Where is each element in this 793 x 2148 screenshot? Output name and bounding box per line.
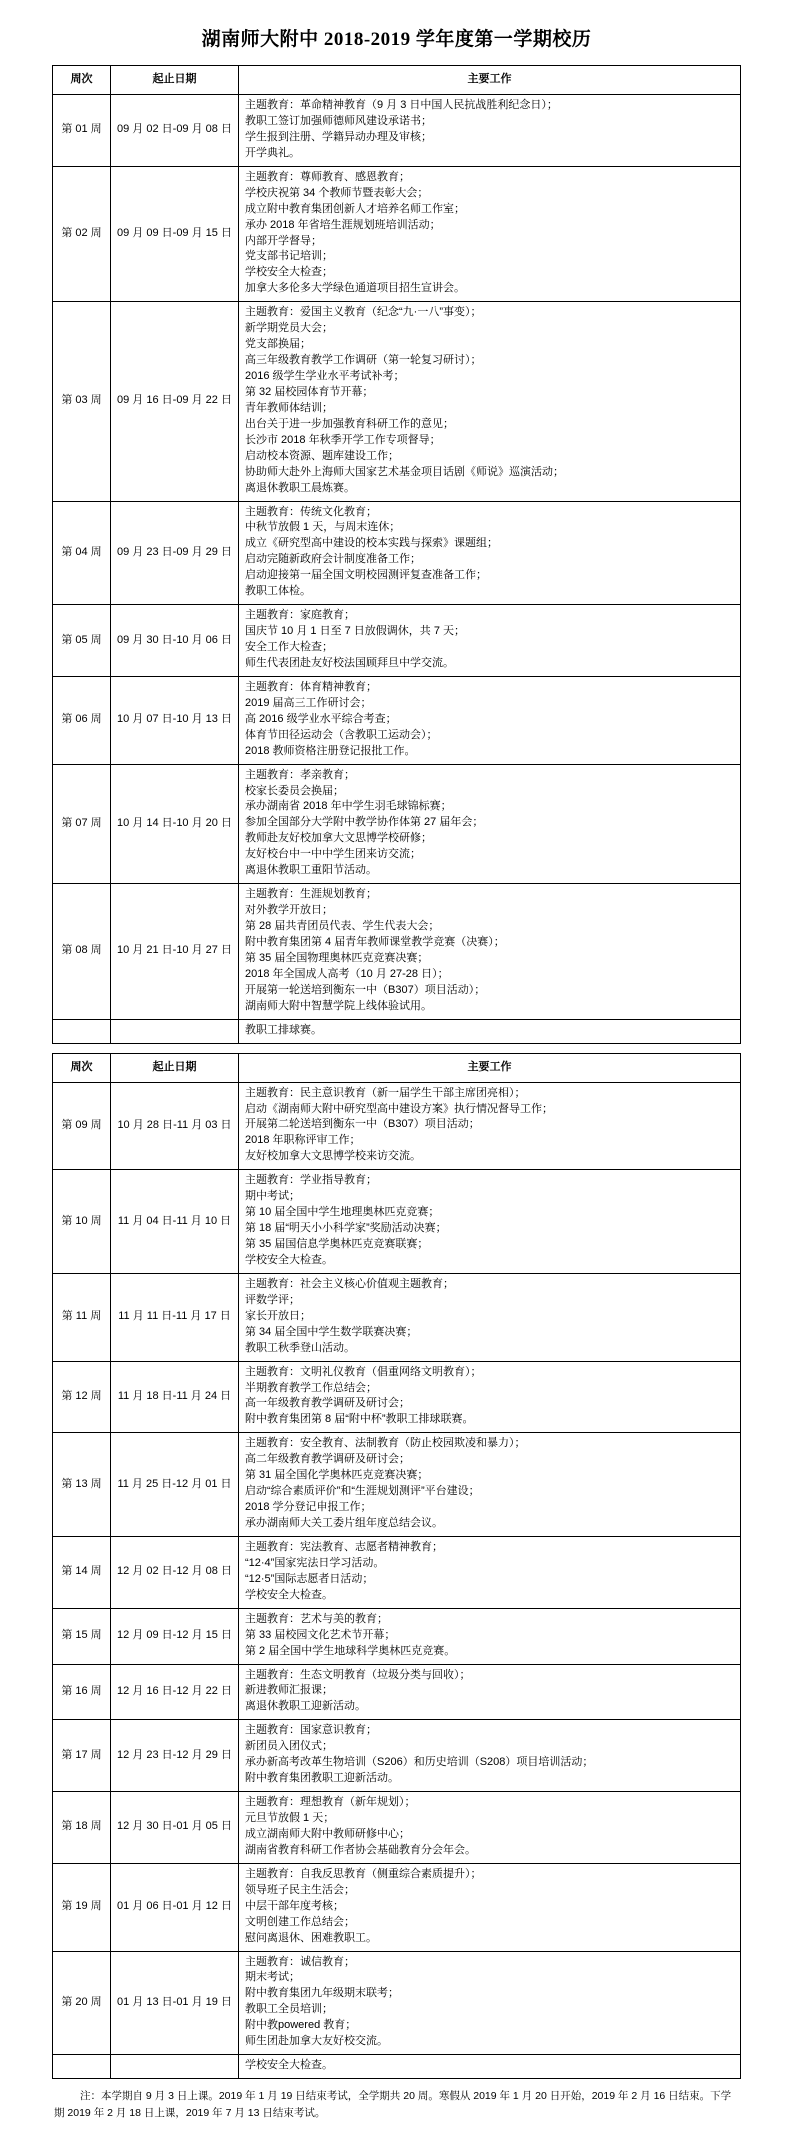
work-line: 主题教育：宪法教育、志愿者精神教育； — [245, 1540, 443, 1553]
work-line: 高二年级教育教学调研及研讨会； — [245, 1453, 410, 1466]
week-cell: 第 16 周 — [53, 1664, 111, 1720]
date-cell: 10 月 07 日-10 月 13 日 — [111, 676, 239, 764]
work-line: 第 28 届共青团员代表、学生代表大会； — [245, 920, 440, 932]
work-line: 启动《湖南师大附中研究型高中建设方案》执行情况督导工作； — [245, 1102, 553, 1115]
work-line: 教职工全员培训； — [245, 2003, 333, 2016]
work-cell — [239, 501, 741, 605]
work-line: 主题教育：文明礼仪教育（倡重网络文明教育）； — [245, 1365, 482, 1378]
work-line: 新团员入团仪式； — [245, 1740, 333, 1753]
work-line: 期末考试； — [245, 1971, 300, 1984]
work-line: 协助师大赴外上海师大国家艺术基金项目话剧《师说》巡演活动； — [245, 465, 564, 478]
date-cell: 09 月 09 日-09 月 15 日 — [111, 166, 239, 302]
work-line: 师生团赴加拿大友好校交流。 — [245, 2035, 388, 2048]
week-cell: 第 01 周 — [53, 95, 111, 167]
work-line: 2019 届高三工作研讨会； — [245, 696, 372, 709]
work-line: 家长开放日； — [245, 1309, 311, 1322]
table-row — [53, 1273, 741, 1361]
table-row — [53, 501, 741, 605]
work-line: 启动校本资源、题库建设工作； — [245, 449, 399, 462]
work-cell — [239, 2055, 741, 2079]
table-row — [53, 2055, 741, 2079]
calendar-body-part2 — [53, 1053, 741, 2079]
work-line: 主题教育：理想教育（新年规划）； — [245, 1796, 416, 1809]
work-line: 党支部书记培训； — [245, 250, 333, 263]
work-line: 启动迎接第一届全国文明校园测评复查准备工作； — [245, 569, 487, 582]
work-line: 2016 级学生学业水平考试补考； — [245, 370, 405, 382]
work-line: 主题教育：尊师教育、感恩教育； — [245, 170, 410, 183]
work-line: “12·4”国家宪法日学习活动。 — [245, 1556, 385, 1569]
work-cell — [239, 884, 741, 1020]
work-line: 党支部换届； — [245, 338, 311, 351]
work-line: 新学期党员大会； — [245, 322, 333, 335]
work-line: 友好校加拿大文思博学校来访交流。 — [245, 1150, 421, 1163]
week-cell: 第 08 周 — [53, 884, 111, 1020]
date-cell: 11 月 11 日-11 月 17 日 — [111, 1273, 239, 1361]
work-cell — [239, 676, 741, 764]
work-line: 对外教学开放日； — [245, 904, 333, 917]
work-cell — [239, 1951, 741, 2055]
table-row — [53, 1019, 741, 1043]
table-row — [53, 1361, 741, 1433]
footer-note-text: 注：本学期自 9 月 3 日上课。2019 年 1 月 19 日结束考试，全学期共 20 周。寒假从 2019 年 1 月 20 日开始，2019 年 2 月 16 日结束。下学期 2019 年 2 月 18 日上课，2019 年 7 月 13 日结束考试。 — [54, 2090, 732, 2119]
table-header-row-2 — [53, 1053, 741, 1082]
work-line: 承办湖南师大关工委片组年度总结会议。 — [245, 1517, 443, 1529]
work-line: 主题教育：安全教育、法制教育（防止校园欺凌和暴力）； — [245, 1437, 526, 1450]
table-row — [53, 302, 741, 501]
work-line: 半期教育教学工作总结会； — [245, 1381, 377, 1394]
work-line: 主题教育：艺术与美的教育； — [245, 1612, 388, 1625]
work-line: 第 2 届全国中学生地球科学奥林匹克竞赛。 — [245, 1644, 456, 1657]
table-row — [53, 1792, 741, 1864]
work-cell — [239, 1608, 741, 1664]
work-line: 高 2016 级学业水平综合考查； — [245, 712, 397, 725]
work-line: 主题教育：国家意识教育； — [245, 1724, 377, 1737]
work-line: 2018 教师资格注册登记报批工作。 — [245, 744, 416, 757]
week-cell: 第 09 周 — [53, 1082, 111, 1170]
work-line: 师生代表团赴友好校法国顾拜旦中学交流。 — [245, 656, 454, 669]
work-line: 离退休教职工迎新活动。 — [245, 1700, 366, 1713]
work-cell — [239, 1019, 741, 1043]
work-cell — [239, 1720, 741, 1792]
work-line: 开展第二轮送培到衡东一中（B307）项目活动； — [245, 1118, 480, 1131]
work-line: 加拿大多伦多大学绿色通道项目招生宣讲会。 — [245, 282, 465, 295]
table-row — [53, 1951, 741, 2055]
work-line: 启动完随新政府会计制度准备工作； — [245, 553, 421, 566]
work-line: 元旦节放假 1 天； — [245, 1812, 335, 1824]
work-cell — [239, 1536, 741, 1608]
work-line: 附中教育集团教职工迎新活动。 — [245, 1772, 399, 1785]
work-line: 主题教育：体育精神教育； — [245, 680, 377, 693]
work-line: 国庆节 10 月 1 日至 7 日放假调休，共 7 天； — [245, 625, 466, 638]
date-cell: 10 月 28 日-11 月 03 日 — [111, 1082, 239, 1170]
header-week-2: 周次 — [53, 1053, 111, 1082]
table-row — [53, 95, 741, 167]
work-line: 高三年级教育教学工作调研（第一轮复习研讨）； — [245, 354, 482, 367]
table-row — [53, 884, 741, 1020]
work-cell — [239, 1361, 741, 1433]
work-line: 启动“综合素质评价”和“生涯规划测评”平台建设； — [245, 1485, 480, 1498]
date-cell: 09 月 16 日-09 月 22 日 — [111, 302, 239, 501]
table-row — [53, 676, 741, 764]
work-line: 附中教育集团第 4 届青年教师课堂教学竞赛（决赛）； — [245, 935, 505, 948]
table-row — [53, 1536, 741, 1608]
week-cell: 第 12 周 — [53, 1361, 111, 1433]
date-cell: 11 月 25 日-12 月 01 日 — [111, 1433, 239, 1537]
week-cell: 第 13 周 — [53, 1433, 111, 1537]
work-line: 学校安全大检查。 — [245, 2059, 333, 2072]
week-cell: 第 04 周 — [53, 501, 111, 605]
week-cell: 第 05 周 — [53, 605, 111, 677]
work-cell — [239, 605, 741, 677]
page-title: 湖南师大附中 2018-2019 学年度第一学期校历 — [201, 29, 592, 50]
work-cell — [239, 95, 741, 167]
work-line: 第 10 届全国中学生地理奥林匹克竞赛； — [245, 1206, 440, 1219]
work-cell — [239, 166, 741, 302]
week-cell: 第 02 周 — [53, 166, 111, 302]
work-line: 青年教师体结训； — [245, 401, 333, 414]
week-cell: 第 06 周 — [53, 676, 111, 764]
work-line: 主题教育：孝亲教育； — [245, 768, 355, 781]
work-line: 体育节田径运动会（含教职工运动会）； — [245, 728, 438, 741]
work-line: 校家长委员会换届； — [245, 784, 344, 797]
date-cell: 12 月 30 日-01 月 05 日 — [111, 1792, 239, 1864]
table-row — [53, 764, 741, 884]
work-line: 教职工排球赛。 — [245, 1023, 322, 1036]
work-line: 中秋节放假 1 天，与周末连休； — [245, 521, 401, 534]
work-line: 安全工作大检查； — [245, 641, 333, 653]
table-row — [53, 1170, 741, 1274]
work-line: 主题教育：生态文明教育（垃圾分类与回收）； — [245, 1668, 471, 1681]
work-line: 离退休教职工晨炼赛。 — [245, 481, 355, 494]
work-line: 领导班子民主生活会； — [245, 1883, 355, 1896]
week-cell: 第 19 周 — [53, 1863, 111, 1951]
date-cell — [111, 2055, 239, 2079]
work-cell — [239, 1664, 741, 1720]
date-cell — [111, 1019, 239, 1043]
header-work: 主要工作 — [239, 66, 741, 95]
table-header-row — [53, 66, 741, 95]
header-date: 起止日期 — [111, 66, 239, 95]
work-line: 承办 2018 年省培生涯规划班培训活动； — [245, 218, 441, 231]
work-line: 教师赴友好校加拿大文思博学校研修； — [245, 832, 432, 845]
footer-note — [52, 2088, 741, 2122]
work-cell — [239, 1170, 741, 1274]
work-cell — [239, 1273, 741, 1361]
date-cell: 12 月 23 日-12 月 29 日 — [111, 1720, 239, 1792]
calendar-body-part1 — [53, 66, 741, 1044]
date-cell: 12 月 16 日-12 月 22 日 — [111, 1664, 239, 1720]
work-line: 评数学评； — [245, 1293, 300, 1306]
work-line: 成立《研究型高中建设的校本实践与探索》课题组； — [245, 537, 498, 550]
header-date-2: 起止日期 — [111, 1053, 239, 1082]
work-line: 附中教powered 教育； — [245, 2019, 357, 2032]
work-line: 开学典礼。 — [245, 146, 300, 159]
header-work-2: 主要工作 — [239, 1053, 741, 1082]
work-line: 教职工秋季登山活动。 — [245, 1341, 355, 1354]
work-line: 主题教育：自我反思教育（侧重综合素质提升）； — [245, 1867, 482, 1880]
table-row — [53, 1608, 741, 1664]
work-line: 文明创建工作总结会； — [245, 1915, 355, 1928]
date-cell: 11 月 18 日-11 月 24 日 — [111, 1361, 239, 1433]
week-cell: 第 10 周 — [53, 1170, 111, 1274]
date-cell: 01 月 13 日-01 月 19 日 — [111, 1951, 239, 2055]
work-line: 第 32 届校园体育节开幕； — [245, 385, 374, 398]
week-cell: 第 07 周 — [53, 764, 111, 884]
work-cell — [239, 1082, 741, 1170]
work-line: 主题教育：民主意识教育（新一届学生干部主席团亮相）； — [245, 1086, 526, 1099]
work-line: 教职工体检。 — [245, 585, 311, 598]
work-line: 主题教育：社会主义核心价值观主题教育； — [245, 1277, 454, 1290]
work-line: 高一年级教育教学调研及研讨会； — [245, 1397, 410, 1410]
work-line: 主题教育：诚信教育； — [245, 1955, 355, 1968]
week-cell: 第 11 周 — [53, 1273, 111, 1361]
work-line: 湖南师大附中智慧学院上线体验试用。 — [245, 999, 432, 1012]
work-line: 主题教育：传统文化教育； — [245, 505, 377, 518]
calendar-table-part1 — [52, 65, 741, 1044]
work-line: 学生报到注册、学籍异动办理及审核； — [245, 130, 432, 143]
date-cell: 09 月 02 日-09 月 08 日 — [111, 95, 239, 167]
work-line: 慰问离退休、困难教职工。 — [245, 1931, 377, 1944]
table-row — [53, 1082, 741, 1170]
work-cell — [239, 1433, 741, 1537]
date-cell: 01 月 06 日-01 月 12 日 — [111, 1863, 239, 1951]
week-cell — [53, 2055, 111, 2079]
date-cell: 10 月 14 日-10 月 20 日 — [111, 764, 239, 884]
work-cell — [239, 302, 741, 501]
work-line: 附中教育集团九年级期末联考； — [245, 1987, 399, 2000]
work-line: 期中考试； — [245, 1190, 300, 1203]
work-line: 内部开学督导； — [245, 234, 322, 247]
work-cell — [239, 1792, 741, 1864]
date-cell: 11 月 04 日-11 月 10 日 — [111, 1170, 239, 1274]
work-line: 第 35 届国信息学奥林匹克竞赛联赛； — [245, 1238, 429, 1250]
work-line: 离退休教职工重阳节活动。 — [245, 864, 377, 877]
work-line: 承办新高考改革生物培训（S206）和历史培训（S208）项目培训活动； — [245, 1756, 594, 1769]
work-line: 2018 年全国成人高考（10 月 27-28 日）； — [245, 967, 449, 980]
work-line: 主题教育：家庭教育； — [245, 609, 355, 622]
work-line: 第 35 届全国物理奥林匹克竞赛决赛； — [245, 951, 429, 964]
week-cell: 第 03 周 — [53, 302, 111, 501]
work-line: 学校安全大检查。 — [245, 1253, 333, 1266]
table-row — [53, 1433, 741, 1537]
header-week: 周次 — [53, 66, 111, 95]
date-cell: 10 月 21 日-10 月 27 日 — [111, 884, 239, 1020]
work-line: 2018 学分登记申报工作； — [245, 1501, 372, 1514]
work-line: 主题教育：爱国主义教育（纪念“九·一八”事变）； — [245, 306, 482, 319]
work-line: 开展第一轮送培到衡东一中（B307）项目活动）； — [245, 983, 486, 996]
work-line: 学校安全大检查。 — [245, 1588, 333, 1601]
work-line: 学校安全大检查； — [245, 266, 333, 279]
date-cell: 12 月 09 日-12 月 15 日 — [111, 1608, 239, 1664]
work-line: 承办湖南省 2018 年中学生羽毛球锦标赛； — [245, 800, 452, 813]
work-cell — [239, 764, 741, 884]
work-line: 主题教育：革命精神教育（9 月 3 日中国人民抗战胜利纪念日）； — [245, 99, 558, 111]
work-line: 2018 年职称评审工作； — [245, 1134, 361, 1147]
week-cell: 第 17 周 — [53, 1720, 111, 1792]
work-line: 主题教育：学业指导教育； — [245, 1174, 377, 1187]
work-line: 主题教育：生涯规划教育； — [245, 888, 377, 901]
work-line: 第 33 届校园文化艺术节开幕； — [245, 1628, 396, 1641]
week-cell: 第 15 周 — [53, 1608, 111, 1664]
table-row — [53, 1863, 741, 1951]
week-cell — [53, 1019, 111, 1043]
work-line: 参加全国部分大学附中教学协作体第 27 届年会； — [245, 816, 484, 829]
work-line: 第 18 届“明天小小科学家”奖励活动决赛； — [245, 1222, 447, 1235]
work-line: 中层干部年度考核； — [245, 1899, 344, 1912]
table-row — [53, 605, 741, 677]
work-line: 友好校台中一中中学生团来访交流； — [245, 848, 421, 861]
date-cell: 12 月 02 日-12 月 08 日 — [111, 1536, 239, 1608]
work-line: 学校庆祝第 34 个教师节暨表彰大会； — [245, 186, 429, 199]
work-line: 第 31 届全国化学奥林匹克竞赛决赛； — [245, 1469, 429, 1482]
work-line: 湖南省教育科研工作者协会基础教育分会年会。 — [245, 1843, 476, 1856]
work-line: 出台关于进一步加强教育科研工作的意见； — [245, 417, 454, 430]
date-cell: 09 月 23 日-09 月 29 日 — [111, 501, 239, 605]
work-line: “12·5”国际志愿者日活动； — [245, 1572, 374, 1585]
week-cell: 第 14 周 — [53, 1536, 111, 1608]
work-line: 第 34 届全国中学生数学联赛决赛； — [245, 1325, 418, 1338]
table-row — [53, 1720, 741, 1792]
week-cell: 第 20 周 — [53, 1951, 111, 2055]
table-row — [53, 166, 741, 302]
date-cell: 09 月 30 日-10 月 06 日 — [111, 605, 239, 677]
calendar-table-part2 — [52, 1053, 741, 2080]
work-line: 附中教育集团第 8 届“附中杯”教职工排球联赛。 — [245, 1413, 474, 1426]
work-line: 教职工签订加强师德师风建设承诺书； — [245, 114, 432, 127]
work-line: 长沙市 2018 年秋季开学工作专项督导； — [245, 433, 441, 446]
work-cell — [239, 1863, 741, 1951]
work-line: 成立附中教育集团创新人才培养名师工作室； — [245, 202, 465, 215]
work-line: 成立湖南师大附中教师研修中心； — [245, 1827, 410, 1840]
table-row — [53, 1664, 741, 1720]
week-cell: 第 18 周 — [53, 1792, 111, 1864]
work-line: 新进教师汇报课； — [245, 1684, 333, 1697]
